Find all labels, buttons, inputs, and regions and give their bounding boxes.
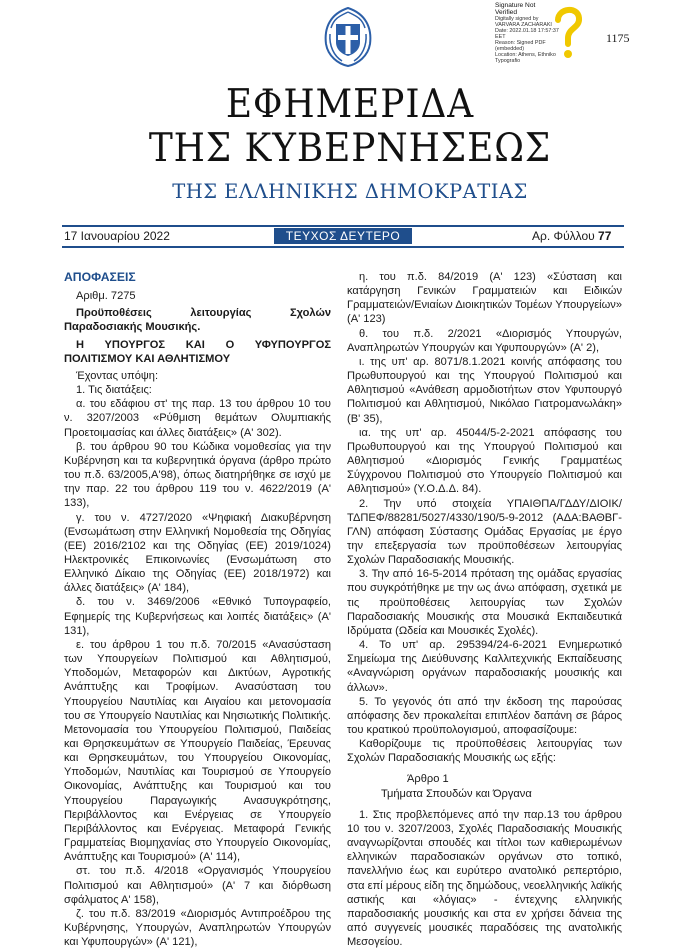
- paragraph: β. του άρθρου 90 του Κώδικα νομοθεσίας για την Κυβέρνηση και τα κυβερνητικά όργανα (άρθρο πρώτο του π.δ. 63/2005,Α'98), όπως διατηρήθηκε σε ισχύ με την παρ. 22 του άρθρου 119 του ν. 4622/2019 (Α' 133),: [64, 440, 331, 510]
- paragraph: 4. Το υπ' αρ. 295394/24-6-2021 Ενημερωτικό Σημείωμα της Διεύθυνσης Καλλιτεχνικής Εκπαίδευσης «Αναγνώριση οργάνων παραδοσιακής μουσικής και άλλων».: [347, 639, 622, 694]
- signature-detail: Location: Athens, Ethniko: [495, 52, 556, 58]
- gazette-subtitle: ΤΗΣ ΕΛΛΗΝΙΚΗΣ ΔΗΜΟΚΡΑΤΙΑΣ: [172, 180, 528, 203]
- section-heading: ΑΠΟΦΑΣΕΙΣ: [64, 270, 136, 284]
- gazette-title-line2: ΤΗΣ ΚΥΒΕΡΝΗΣΕΩΣ: [148, 126, 552, 171]
- paragraph: α. του εδάφιου στ' της παρ. 13 του άρθρου 10 του ν. 3207/2003 «Ρύθμιση θεμάτων Ολυμπιακής Προετοιμασίας και άλλες διατάξεις» (Α' 302).: [64, 398, 331, 439]
- paragraph: Καθορίζουμε τις προϋποθέσεις λειτουργίας των Σχολών Παραδοσιακής Μουσικής ως εξής:: [347, 738, 622, 765]
- issue-date: 17 Ιανουαρίου 2022: [64, 229, 170, 243]
- paragraph: 5. Το γεγονός ότι από την έκδοση της παρούσας απόφασης δεν προκαλείται επιπλέον δαπάνη σε βάρος του κρατικού προϋπολογισμού, αποφασίζουμε:: [347, 695, 622, 736]
- question-mark-icon: [548, 2, 588, 60]
- signature-status-2: Verified: [495, 9, 517, 16]
- paragraph: δ. του ν. 3469/2006 «Εθνικό Τυπογραφείο, Εφημερίς της Κυβερνήσεως και λοιπές διατάξεις» (Α' 131),: [64, 596, 331, 637]
- page-number: 1175: [606, 31, 630, 45]
- paragraph: 1. Τις διατάξεις:: [76, 384, 152, 397]
- header-rule-bottom: [62, 246, 624, 248]
- signature-detail: (embedded): [495, 46, 525, 52]
- paragraph: 2. Την υπό στοιχεία ΥΠΑΙΘΠΑ/ΓΔΔΥ/ΔΙΟΙΚ/ΤΔΠΕΦ/88281/5027/4330/190/5-9-2012 (ΑΔΑ:ΒΑΘΒΓ-ΓΛΝ) απόφαση Σύστασης Ομάδας Εργασίας με έργο την επεξεργασία των προϋποθέσεων λειτουργίας Σχολών Παραδοσιακής Μουσικής.: [347, 497, 622, 567]
- signature-detail: Typografio: [495, 58, 521, 64]
- paragraph: η. του π.δ. 84/2019 (Α' 123) «Σύσταση και κατάργηση Γενικών Γραμματειών και Ειδικών Γραμματειών/Ενιαίων Διοικητικών Τομέων Υπουργείων» (Α' 123): [347, 271, 622, 326]
- issuing-authority: Η ΥΠΟΥΡΓΟΣ ΚΑΙ Ο ΥΦΥΠΟΥΡΓΟΣ ΠΟΛΙΤΙΣΜΟΥ ΚΑΙ ΑΘΛΗΤΙΣΜΟΥ: [64, 338, 331, 365]
- sheet-label: Αρ. Φύλλου: [532, 229, 595, 243]
- paragraph: στ. του π.δ. 4/2018 «Οργανισμός Υπουργείου Πολιτισμού και Αθλητισμού» (Α' 7 και διόρθωση σφάλματος Α' 158),: [64, 865, 331, 906]
- paragraph: ια. της υπ' αρ. 45044/5-2-2021 απόφασης του Πρωθυπουργού και της Υπουργού Πολιτισμού και Αθλητισμού «Διορισμός Γενικής Γραμματέως Σύγχρονου Πολιτισμού στο Υπουργείο Πολιτισμού και Αθλητισμού» (Υ.Ο.Δ.Δ. 84).: [347, 426, 622, 496]
- signature-detail: Digitally signed by: [495, 16, 539, 22]
- paragraph: Έχοντας υπόψη:: [76, 369, 159, 382]
- paragraph: 1. Στις προβλεπόμενες από την παρ.13 του άρθρου 10 του ν. 3207/2003, Σχολές Παραδοσιακής Μουσικής αναγνωρίζονται σπουδές και τίτλοι των καθιερωμένων ελληνικών παραδοσιακών οργάνων στο τοπικό, πανελλήνιο έως και ευρύτερο ανατολικό ρεπερτόριο, στα επί μέρους είδη της δημώδους, νεοελληνικής λαϊκής αστικής και «λόγιας» - έντεχνης ελληνικής παραδοσιακής μουσικής και στα εν χρήσει δάνεια της από συγγενείς μουσικές παραδόσεις της ανατολικής Μεσογείου.: [347, 808, 622, 949]
- decision-number: Αριθμ. 7275: [76, 290, 136, 303]
- spacer: [347, 801, 622, 808]
- paragraph: γ. του ν. 4727/2020 «Ψηφιακή Διακυβέρνηση (Ενσωμάτωση στην Ελληνική Νομοθεσία της Οδηγίας (ΕΕ) 2016/2102 και της Οδηγίας (ΕΕ) 2019/1024) Ηλεκτρονικές Επικοινωνίες (Ενσωμάτωση στο Ελληνικό Δίκαιο της Οδηγίας (ΕΕ) 2018/1972) και άλλες διατάξεις» (Α' 184),: [64, 511, 331, 595]
- paragraph: 3. Την από 16-5-2014 πρόταση της ομάδας εργασίας που συγκρότήθηκε με την ως άνω απόφαση, σχετικά με τις προϋποθέσεις λειτουργίας των Σχολών Παραδοσιακής Μουσικής στα Μουσικά Εκπαιδευτικά Ιδρύματα (Ωδεία και Μουσικές Σχολές).: [347, 568, 622, 637]
- paragraph: ι. της υπ' αρ. 8071/8.1.2021 κοινής απόφασης του Πρωθυπουργού και της Υπουργού Πολιτισμού και Αθλητισμού «Ανάθεση αρμοδιοτήτων στον Υφυπουργό Πολιτισμού και Αθλητισμού, Νικόλαο Γιατρομανωλάκη» (Β' 35),: [347, 355, 622, 425]
- paragraph: θ. του π.δ. 2/2021 «Διορισμός Υπουργών, Αναπληρωτών Υπουργών και Υφυπουργών» (Α' 2),: [347, 327, 622, 354]
- greek-coat-of-arms-icon: [316, 4, 380, 68]
- issue-series-badge: ΤΕΥΧΟΣ ΔΕΥΤΕΡΟ: [274, 228, 412, 244]
- signature-detail: Reason: Signed PDF: [495, 40, 546, 46]
- header-rule-top: [62, 225, 624, 227]
- paragraph: ε. του άρθρου 1 του π.δ. 70/2015 «Ανασύσταση των Υπουργείων Πολιτισμού και Αθλητισμού, Υποδομών, Μεταφορών και Δικτύων, Αγροτικής Ανάπτυξης και Τροφίμων. Ανασύσταση του Υπουργείου Ναυτιλίας και Αιγαίου και μετονομασία του σε Υπουργείο Ναυτιλίας και Νησιωτικής Πολιτικής. Μετονομασία του Υπουργείου Πολιτισμού, Παιδείας και Θρησκευμάτων σε Υπουργείο Παιδείας, Έρευνας και Θρησκευμάτων, του Υπουργείου Οικονομίας, Υποδομών, Ναυτιλίας και Τουρισμού σε Υπουργείο Οικονομίας, Ανάπτυξης και Τουρισμού και του Υπουργείου Παραγωγικής Ανασυγκρότησης, Περιβάλλοντος και Ενέργειας σε Υπουργείο Περιβάλλοντος και Ενέργειας. Μεταφορά Γενικής Γραμματείας Βιομηχανίας στο Υπουργείο Οικονομίας, Ανάπτυξης και Τουρισμού» (Α' 114),: [64, 638, 331, 864]
- article-title: Τμήματα Σπουδών και Όργανα: [381, 787, 532, 800]
- spacer: [347, 765, 622, 772]
- right-column: [347, 270, 622, 949]
- sheet-number: [532, 229, 611, 243]
- signature-status: Signature Not: [495, 2, 536, 9]
- signature-detail: EET: [495, 34, 506, 40]
- signature-detail: VARVARA ZACHARAKI: [495, 22, 552, 28]
- sheet-value: 77: [598, 229, 612, 243]
- gazette-title-line1: ΕΦΗΜΕΡΙΔΑ: [225, 82, 475, 127]
- left-column: [64, 270, 331, 949]
- decision-title: Προϋποθέσεις λειτουργίας Σχολών Παραδοσιακής Μουσικής.: [64, 307, 331, 334]
- paragraph: ζ. του π.δ. 83/2019 «Διορισμός Αντιπροέδρου της Κυβέρνησης, Υπουργών, Αναπληρωτών Υπουργών και Υφυπουργών» (Α' 121),: [64, 907, 331, 949]
- article-number: Άρθρο 1: [407, 773, 449, 786]
- signature-detail: Date: 2022.01.18 17:57:37: [495, 28, 559, 34]
